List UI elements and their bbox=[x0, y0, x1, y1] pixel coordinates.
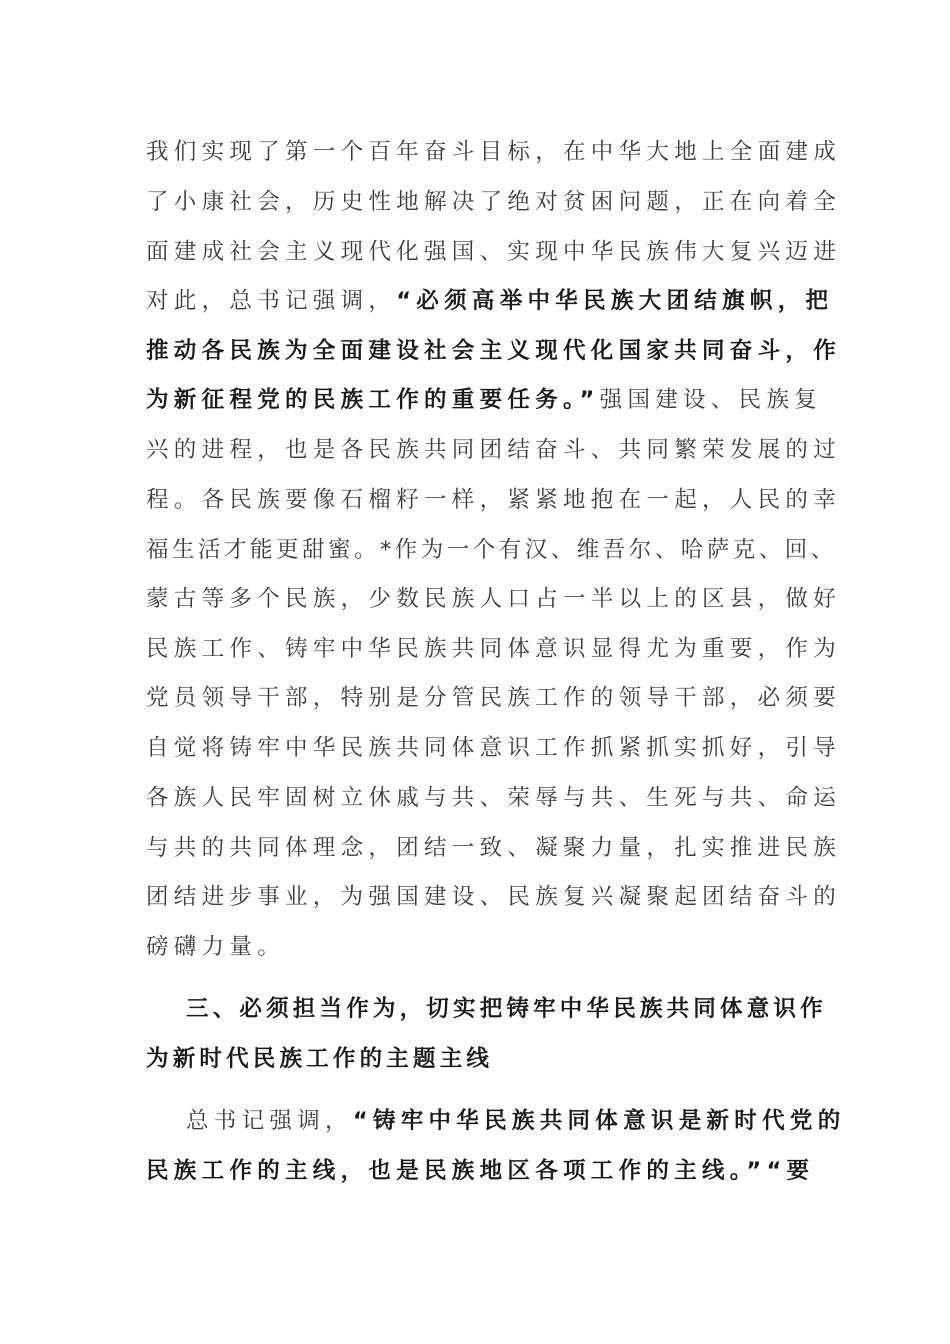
text-line: 蒙古等多个民族，少数民族人口占一半以上的区县，做好 bbox=[146, 586, 842, 612]
text-line: 与共的共同体理念，团结一致、凝聚力量，扎实推进民族 bbox=[146, 835, 842, 861]
text-line: 民族工作、铸牢中华民族共同体意识显得尤为重要，作为 bbox=[146, 636, 842, 662]
text-line bbox=[146, 380, 846, 420]
text-line: 各族人民牢固树立休戚与共、荣辱与共、生死与共、命运 bbox=[146, 785, 842, 811]
text-line: 团结进步事业，为强国建设、民族复兴凝聚起团结奋斗的 bbox=[146, 884, 842, 910]
section-heading-line: 为新时代民族工作的主题主线 bbox=[146, 1046, 494, 1072]
quote-line-bold: 推动各民族为全面建设社会主义现代化国家共同奋斗，作 bbox=[146, 338, 842, 364]
text-line: 自觉将铸牢中华民族共同体意识工作抓紧抓实抓好，引导 bbox=[146, 735, 842, 761]
text-line: 面建成社会主义现代化强国、实现中华民族伟大复兴迈进 bbox=[146, 239, 842, 265]
quote-line-bold: 民族工作的主线，也是民族地区各项工作的主线。”“要 bbox=[146, 1158, 815, 1184]
text-line: 程。各民族要像石榴籽一样，紧紧地抱在一起，人民的幸 bbox=[146, 487, 842, 513]
quote-bold: 为新征程党的民族工作的重要任务。” bbox=[146, 387, 600, 413]
text-line: 了小康社会，历史性地解决了绝对贫困问题，正在向着全 bbox=[146, 189, 842, 215]
text-line bbox=[186, 1101, 886, 1141]
quote-bold: “铸牢中华民族共同体意识是新时代党的 bbox=[352, 1108, 846, 1134]
text-line bbox=[146, 281, 846, 321]
text-line: 党员领导干部，特别是分管民族工作的领导干部，必须要 bbox=[146, 685, 842, 711]
section-heading-line: 三、必须担当作为，切实把铸牢中华民族共同体意识作 bbox=[186, 996, 827, 1022]
section-heading bbox=[186, 989, 886, 1029]
text-line: 兴的进程，也是各民族共同团结奋斗、共同繁荣发展的过 bbox=[146, 437, 842, 463]
text-run: 总书记强调， bbox=[186, 1108, 353, 1134]
text-line: 福生活才能更甜蜜。*作为一个有汉、维吾尔、哈萨克、回、 bbox=[146, 537, 837, 563]
text-run: 对此，总书记强调， bbox=[146, 288, 397, 314]
quote-bold: “必须高举中华民族大团结旗帜，把 bbox=[396, 288, 834, 314]
text-line: 我们实现了第一个百年奋斗目标，在中华大地上全面建成 bbox=[146, 139, 842, 165]
text-run: 强国建设、民族复 bbox=[599, 387, 823, 413]
section-heading bbox=[146, 1039, 846, 1079]
text-line: 磅礴力量。 bbox=[146, 934, 286, 960]
